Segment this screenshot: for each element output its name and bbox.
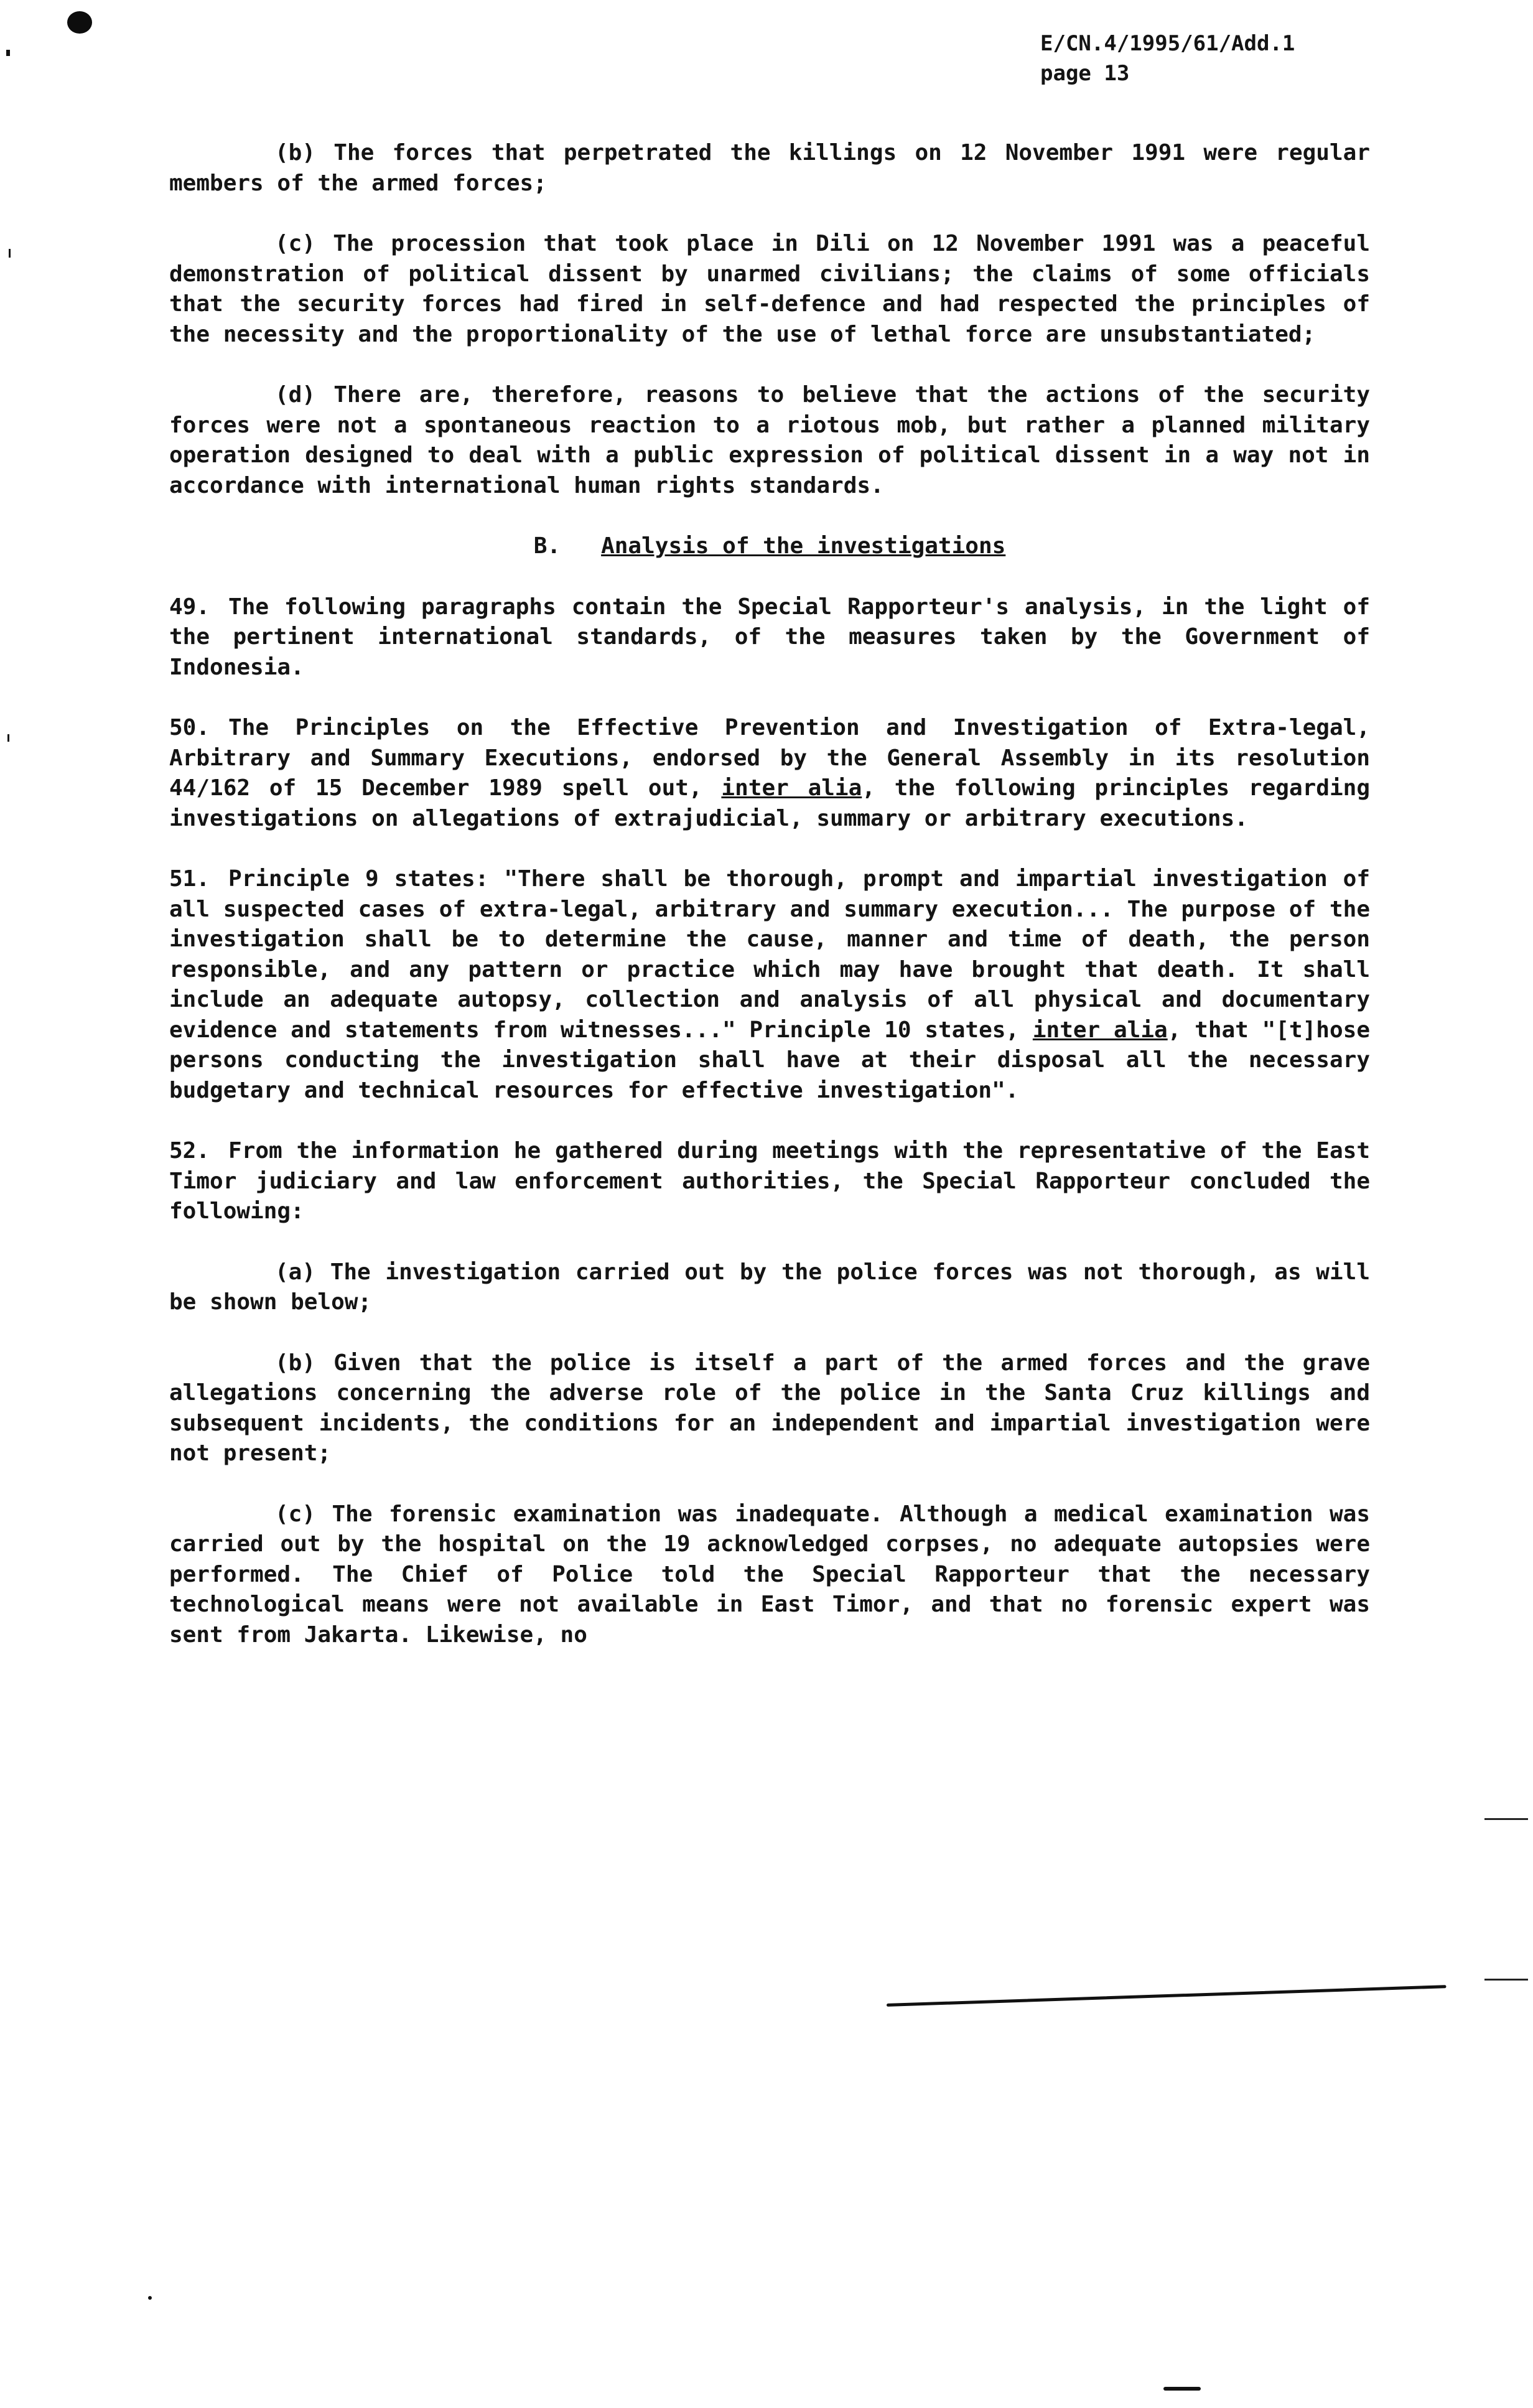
document-body (169, 138, 1370, 1681)
scan-blot (67, 11, 92, 34)
paragraph-text: From the information he gathered during meetings with the representative of the East Timor judiciary and law enforcement authorities, the Special Rapporteur concluded the following: (169, 1138, 1370, 1224)
scan-edge-line (1484, 1818, 1528, 1820)
paragraph-text: , the following principles regarding investigations on allegations of extrajudicial, summary or arbitrary executions. (169, 775, 1370, 831)
scan-speck (9, 249, 11, 258)
document-header (1040, 29, 1295, 88)
paragraph-48c: (c) The procession that took place in Dili on 12 November 1991 was a peaceful demonstration of political dissent by unarmed civilians; the claims of some officials that the security forces had fired in self-defence and had respected the principles of the necessity and the proportionality of the use of lethal force are unsubstantiated; (169, 231, 1370, 347)
paragraph-49 (169, 592, 1370, 683)
paragraph-number: 52. (169, 1138, 210, 1164)
paragraph-52c: (c) The forensic examination was inadequate. Although a medical examination was carried out by the hospital on the 19 acknowledged corpses, no adequate autopsies were performed. The Chief of Police told the Special Rapporteur that the necessary technological means were not available in East Timor, and that no forensic expert was sent from Jakarta. Likewise, no (169, 1501, 1370, 1648)
paragraph-52b: (b) Given that the police is itself a part of the armed forces and the grave allegations concerning the adverse role of the police in the Santa Cruz killings and subsequent incidents, the conditions for an independent and impartial investigation were not present; (169, 1350, 1370, 1466)
handwritten-stroke (887, 1985, 1447, 2007)
scan-speck (6, 50, 10, 56)
latin-term: inter alia (1032, 1017, 1168, 1043)
scan-speck (7, 734, 9, 742)
paragraph-number: 51. (169, 866, 210, 892)
latin-term: inter alia (721, 775, 862, 801)
document-symbol: E/CN.4/1995/61/Add.1 (1040, 31, 1295, 56)
paragraph-number: 50. (169, 715, 210, 740)
paragraph-52 (169, 1136, 1370, 1227)
paragraph-48d: (d) There are, therefore, reasons to believe that the actions of the security forces were not a spontaneous reaction to a riotous mob, but rather a planned military operation designed to deal with a public expression of political dissent in a way not in accordance with international human rights standards. (169, 382, 1370, 498)
scan-speck (1163, 2387, 1201, 2391)
section-letter: B. (533, 533, 561, 559)
paragraph-48b: (b) The forces that perpetrated the killings on 12 November 1991 were regular members of the armed forces; (169, 140, 1370, 196)
paragraph-text: , that "[t]hose persons conducting the investigation shall have at their disposal all the necessary budgetary and technical resources for effective investigation". (169, 1017, 1370, 1103)
paragraph-50 (169, 713, 1370, 834)
page-number: page 13 (1040, 61, 1130, 86)
section-heading (169, 531, 1370, 562)
paragraph-text: The Principles on the Effective Prevention and Investigation of Extra-legal, Arbitrary and Summary Executions, endorsed by the General Assembly in its resolution 44/162 of 15 December 1989 spell out, (169, 715, 1370, 801)
scan-edge-line (1484, 1979, 1528, 1981)
paragraph-number: 49. (169, 594, 210, 620)
paragraph-51 (169, 864, 1370, 1106)
section-title: Analysis of the investigations (601, 533, 1006, 559)
scan-speck (148, 2296, 152, 2300)
paragraph-text: The following paragraphs contain the Special Rapporteur's analysis, in the light of the pertinent international standards, of the measures taken by the Government of Indonesia. (169, 594, 1370, 680)
paragraph-text: Principle 9 states: "There shall be thorough, prompt and impartial investigation of all suspected cases of extra-legal, arbitrary and summary execution... The purpose of the investigation shall be to determine the cause, manner and time of death, the person responsible, and any pattern or practice which may have brought that death. It shall include an adequate autopsy, collection and analysis of all physical and documentary evidence and statements from witnesses..." Principle 10 states, (169, 866, 1370, 1043)
paragraph-52a: (a) The investigation carried out by the police forces was not thorough, as will be shown below; (169, 1259, 1370, 1315)
